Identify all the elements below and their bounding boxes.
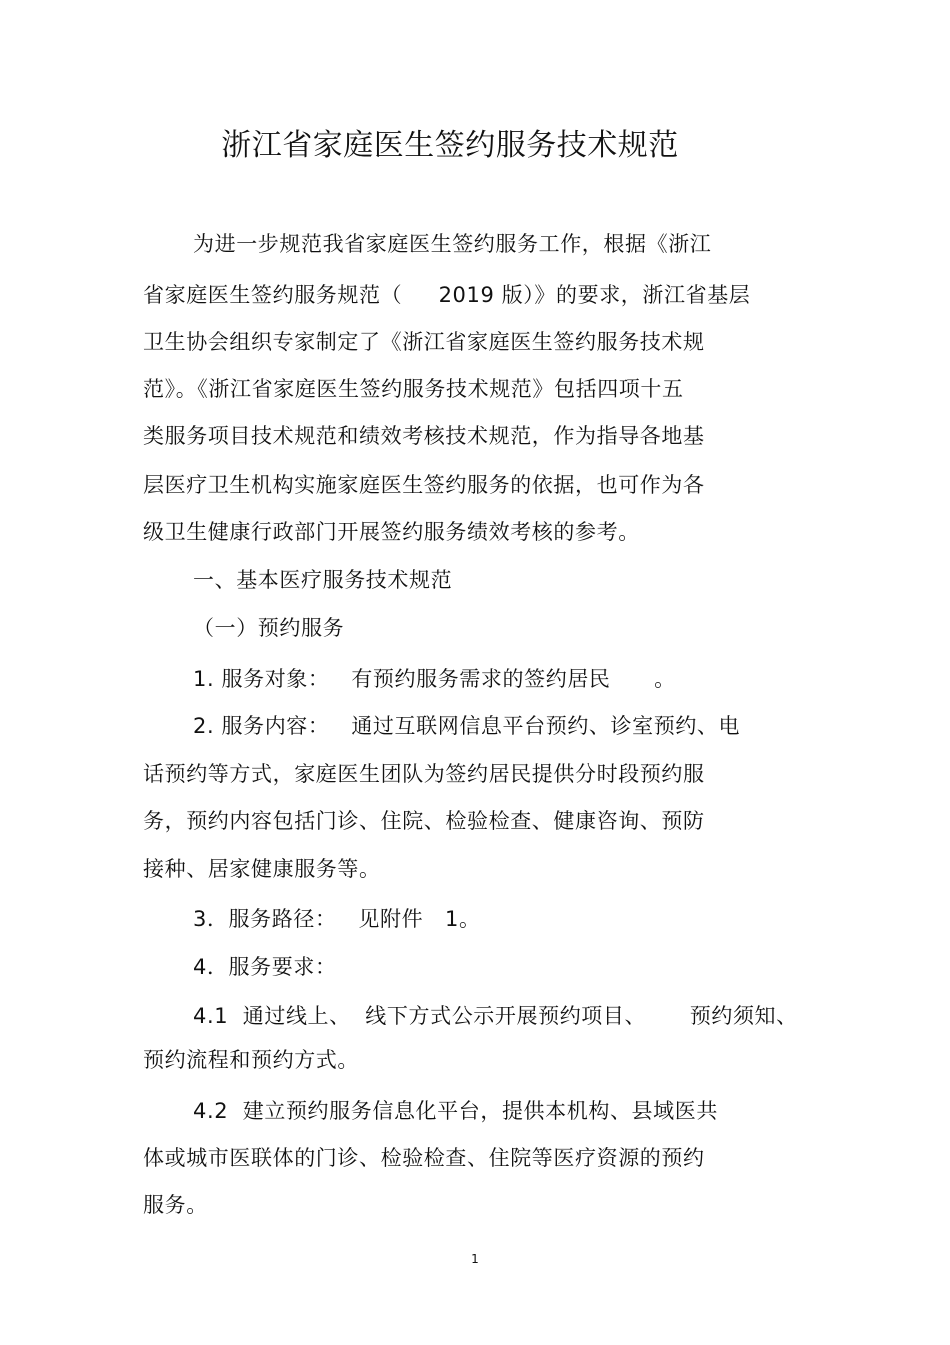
paragraph-line-intro-4: 范》。《浙江省家庭医生签约服务技术规范》包括四项十五 (143, 377, 684, 401)
item-service-content-line-1: 2. 服务内容： 通过互联网信息平台预约、诊室预约、电 (193, 714, 741, 738)
item-service-content-line-4: 接种、居家健康服务等。 (143, 857, 381, 881)
item-service-content-line-2: 话预约等方式，家庭医生团队为签约居民提供分时段预约服 (143, 762, 705, 786)
item-requirement-4-1-line-2: 预约流程和预约方式。 (143, 1048, 359, 1072)
paragraph-line-intro-7: 级卫生健康行政部门开展签约服务绩效考核的参考。 (143, 520, 640, 544)
item-service-content-line-3: 务，预约内容包括门诊、住院、检验检查、健康咨询、预防 (143, 809, 705, 833)
paragraph-line-intro-3: 卫生协会组织专家制定了《浙江省家庭医生签约服务技术规 (143, 330, 705, 354)
paragraph-line-intro-5: 类服务项目技术规范和绩效考核技术规范，作为指导各地基 (143, 424, 705, 448)
item-requirement-4-2-line-2: 体或城市医联体的门诊、检验检查、住院等医疗资源的预约 (143, 1146, 705, 1170)
paragraph-line-intro-1: 为进一步规范我省家庭医生签约服务工作，根据《浙江 (193, 232, 712, 256)
section-heading: 一、基本医疗服务技术规范 (193, 568, 453, 592)
item-service-requirements: 4．服务要求： (193, 955, 337, 979)
document-title: 浙江省家庭医生签约服务技术规范 (221, 128, 679, 163)
paragraph-line-intro-2: 省家庭医生签约服务规范（ 2019 版）》的要求，浙江省基层 (143, 283, 751, 307)
subsection-heading: （一）预约服务 (193, 616, 345, 640)
item-requirement-4-2-line-1: 4.2 建立预约服务信息化平台，提供本机构、县域医共 (193, 1099, 718, 1123)
paragraph-line-intro-6: 层医疗卫生机构实施家庭医生签约服务的依据，也可作为各 (143, 473, 705, 497)
item-requirement-4-2-line-3: 服务。 (143, 1193, 208, 1217)
item-service-path: 3．服务路径： 见附件 1。 (193, 907, 481, 931)
item-service-target: 1. 服务对象： 有预约服务需求的签约居民 。 (193, 667, 676, 691)
item-requirement-4-1-line-1: 4.1 通过线上、 线下方式公示开展预约项目、 预约须知、 (193, 1004, 798, 1028)
page-number: 1 (471, 1252, 479, 1266)
